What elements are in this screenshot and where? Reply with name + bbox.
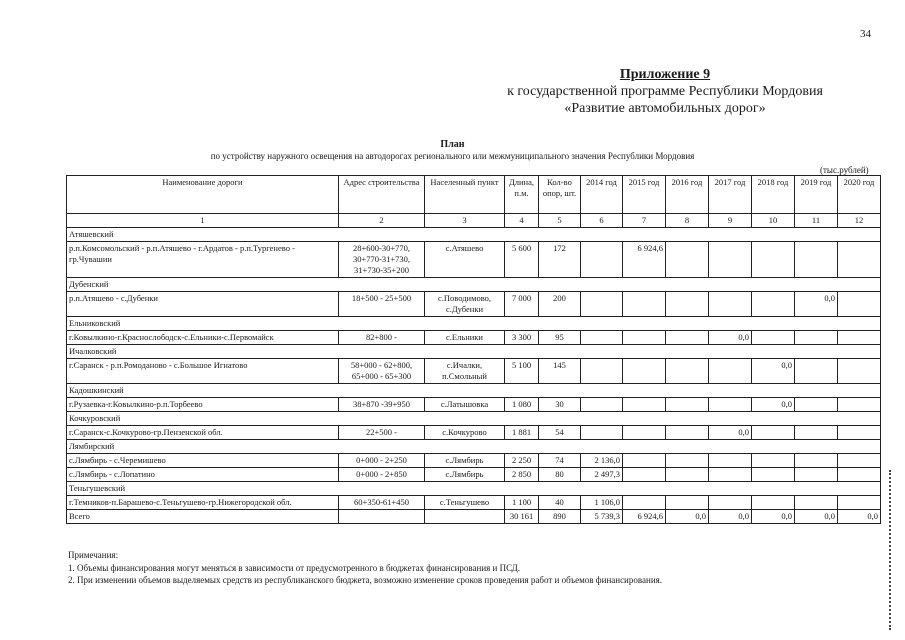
cell-y2016 (666, 242, 709, 278)
cell-place: с.Лямбирь (425, 468, 505, 482)
column-number-row (67, 214, 881, 228)
cell-y2017 (709, 496, 752, 510)
cell-y2015 (623, 426, 666, 440)
header-cell: Населенный пункт (425, 176, 505, 214)
cell-address: 82+800 - (339, 331, 425, 345)
total-label: Всего (67, 510, 339, 524)
total-y2019: 0,0 (795, 510, 838, 524)
cell-y2016 (666, 292, 709, 317)
district-row (67, 412, 881, 426)
cell-y2016 (666, 359, 709, 384)
note-2: 2. При изменении объемов выделяемых средств из республиканского бюджета, возможно изменение сроков проведения работ и объемов финансирования. (68, 575, 663, 585)
appendix-block (485, 66, 845, 117)
header-cell: 2015 год (623, 176, 666, 214)
district-row (67, 482, 881, 496)
cell-y2019 (795, 426, 838, 440)
column-number-cell: 1 (67, 214, 339, 228)
cell-poles: 200 (539, 292, 581, 317)
column-number-cell: 9 (709, 214, 752, 228)
header-cell: 2018 год (752, 176, 795, 214)
plan-table (66, 175, 881, 524)
cell-y2017 (709, 359, 752, 384)
table-row (67, 426, 881, 440)
cell-y2019 (795, 242, 838, 278)
header-cell: Адрес строительства (339, 176, 425, 214)
cell-y2015 (623, 292, 666, 317)
cell-y2015 (623, 331, 666, 345)
cell-road: г.Темников-п.Барашево-с.Теньгушево-гр.Нижегородской обл. (67, 496, 339, 510)
district-name: Кочкуровский (67, 412, 881, 426)
table-row (67, 398, 881, 412)
total-y2017: 0,0 (709, 510, 752, 524)
cell-place: с.Ельники (425, 331, 505, 345)
district-name: Ичалковский (67, 345, 881, 359)
notes-heading: Примечания: (68, 550, 119, 560)
cell-y2014 (581, 359, 623, 384)
cell-address: 22+500 - (339, 426, 425, 440)
district-name: Теньгушевский (67, 482, 881, 496)
table-body (67, 228, 881, 524)
cell-y2016 (666, 454, 709, 468)
cell-place: с.Атяшево (425, 242, 505, 278)
cell-poles: 30 (539, 398, 581, 412)
cell-place: с.Латышовка (425, 398, 505, 412)
cell-place: с.Кочкурово (425, 426, 505, 440)
appendix-title: Приложение 9 (619, 67, 711, 82)
cell-y2017 (709, 398, 752, 412)
cell-road: г.Ковылкино-г.Краснослободск-с.Ельники-с.Первомайск (67, 331, 339, 345)
total-y2018: 0,0 (752, 510, 795, 524)
notes-block (68, 549, 662, 587)
cell-y2016 (666, 331, 709, 345)
cell-place: с.Лямбирь (425, 454, 505, 468)
cell-y2016 (666, 398, 709, 412)
plan-subtitle: по устройству наружного освещения на автодорогах регионального или межмуниципального значения Республики Мордовия (210, 151, 695, 161)
cell-place: с.Поводимово, с.Дубенки (425, 292, 505, 317)
cell-address: 0+000 - 2+250 (339, 454, 425, 468)
cell-road: с.Лямбирь - с.Черемишево (67, 454, 339, 468)
cell-y2019 (795, 398, 838, 412)
cell-y2015 (623, 496, 666, 510)
header-cell: 2017 год (709, 176, 752, 214)
cell-y2019: 0,0 (795, 292, 838, 317)
table-row (67, 359, 881, 384)
cell-y2015 (623, 398, 666, 412)
cell-y2017 (709, 468, 752, 482)
cell-y2020 (838, 242, 881, 278)
table-row (67, 496, 881, 510)
cell-y2020 (838, 468, 881, 482)
cell-y2015: 6 924,6 (623, 242, 666, 278)
cell-y2019 (795, 468, 838, 482)
cell-y2015 (623, 359, 666, 384)
cell-y2014 (581, 398, 623, 412)
cell-road: р.п.Комсомольский - р.п.Атяшево - г.Ардатов - р.п.Тургенево - гр.Чувашии (67, 242, 339, 278)
cell-road: г.Саранск - р.п.Ромоданово - с.Большое Игнатово (67, 359, 339, 384)
header-cell: Длина, п.м. (505, 176, 539, 214)
cell-y2016 (666, 468, 709, 482)
column-number-cell: 11 (795, 214, 838, 228)
cell-poles: 74 (539, 454, 581, 468)
cell-y2018: 0,0 (752, 398, 795, 412)
header-cell: 2014 год (581, 176, 623, 214)
appendix-line3: «Развитие автомобильных дорог» (564, 101, 766, 116)
header-cell: 2020 год (838, 176, 881, 214)
cell-y2014: 2 136,0 (581, 454, 623, 468)
cell-y2019 (795, 331, 838, 345)
cell-length: 1 100 (505, 496, 539, 510)
cell-length: 5 600 (505, 242, 539, 278)
cell-y2014: 1 106,0 (581, 496, 623, 510)
cell-y2018 (752, 468, 795, 482)
plan-title: План (440, 139, 465, 150)
cell-y2018 (752, 331, 795, 345)
district-row (67, 228, 881, 242)
cell-address: 58+000 - 62+800, 65+000 - 65+300 (339, 359, 425, 384)
total-y2020: 0,0 (838, 510, 881, 524)
header-cell: Наименование дороги (67, 176, 339, 214)
cell-y2018: 0,0 (752, 359, 795, 384)
column-number-cell: 8 (666, 214, 709, 228)
district-name: Дубенский (67, 278, 881, 292)
cell-length: 2 850 (505, 468, 539, 482)
cell-length: 7 000 (505, 292, 539, 317)
total-y2016: 0,0 (666, 510, 709, 524)
cell-y2018 (752, 454, 795, 468)
cell-place: с.Ичалки, п.Смольный (425, 359, 505, 384)
district-row (67, 317, 881, 331)
table-row (67, 454, 881, 468)
cell-y2016 (666, 496, 709, 510)
table-row (67, 468, 881, 482)
cell-y2014: 2 497,3 (581, 468, 623, 482)
column-number-cell: 12 (838, 214, 881, 228)
total-row (67, 510, 881, 524)
cell-y2019 (795, 496, 838, 510)
district-name: Кадошкинский (67, 384, 881, 398)
header-row (67, 176, 881, 214)
cell-road: р.п.Атяшево - с.Дубенки (67, 292, 339, 317)
cell-y2018 (752, 426, 795, 440)
cell-length: 5 100 (505, 359, 539, 384)
district-name: Атяшевский (67, 228, 881, 242)
scan-edge-mark (889, 470, 895, 630)
total-length: 30 161 (505, 510, 539, 524)
district-name: Ельниковский (67, 317, 881, 331)
cell-poles: 145 (539, 359, 581, 384)
cell-y2020 (838, 496, 881, 510)
cell-y2017: 0,0 (709, 331, 752, 345)
cell-y2015 (623, 468, 666, 482)
cell-y2018 (752, 242, 795, 278)
header-cell: Кол-во опор, шт. (539, 176, 581, 214)
column-number-cell: 7 (623, 214, 666, 228)
page-number: 34 (860, 28, 871, 40)
cell-y2020 (838, 359, 881, 384)
cell-y2020 (838, 454, 881, 468)
district-row (67, 384, 881, 398)
total-y2015: 6 924,6 (623, 510, 666, 524)
cell-address: 28+600-30+770, 30+770-31+730, 31+730-35+200 (339, 242, 425, 278)
cell-y2014 (581, 242, 623, 278)
cell-y2018 (752, 292, 795, 317)
district-row (67, 440, 881, 454)
header-cell: 2016 год (666, 176, 709, 214)
cell-place: с.Теньгушево (425, 496, 505, 510)
cell-poles: 40 (539, 496, 581, 510)
total-empty (339, 510, 425, 524)
cell-y2015 (623, 454, 666, 468)
cell-length: 1 080 (505, 398, 539, 412)
cell-y2014 (581, 292, 623, 317)
cell-poles: 54 (539, 426, 581, 440)
cell-length: 3 300 (505, 331, 539, 345)
cell-y2017 (709, 242, 752, 278)
unit-label: (тыс.рублей) (820, 165, 869, 175)
cell-road: г.Саранск-с.Кочкурово-гр.Пензенской обл. (67, 426, 339, 440)
table-row (67, 242, 881, 278)
cell-address: 38+870 -39+950 (339, 398, 425, 412)
cell-y2017 (709, 292, 752, 317)
cell-y2019 (795, 359, 838, 384)
cell-y2018 (752, 496, 795, 510)
header-cell: 2019 год (795, 176, 838, 214)
cell-y2014 (581, 426, 623, 440)
table-row (67, 292, 881, 317)
column-number-cell: 3 (425, 214, 505, 228)
cell-address: 0+000 - 2+850 (339, 468, 425, 482)
cell-poles: 80 (539, 468, 581, 482)
cell-y2020 (838, 398, 881, 412)
cell-address: 60+350-61+450 (339, 496, 425, 510)
total-empty (425, 510, 505, 524)
cell-road: г.Рузаевка-г.Ковылкино-р.п.Торбеево (67, 398, 339, 412)
district-name: Лямбирский (67, 440, 881, 454)
cell-y2020 (838, 331, 881, 345)
total-poles: 890 (539, 510, 581, 524)
cell-y2019 (795, 454, 838, 468)
cell-y2016 (666, 426, 709, 440)
cell-length: 2 250 (505, 454, 539, 468)
column-number-cell: 5 (539, 214, 581, 228)
column-number-cell: 2 (339, 214, 425, 228)
cell-length: 1 881 (505, 426, 539, 440)
column-number-cell: 4 (505, 214, 539, 228)
table-row (67, 331, 881, 345)
cell-poles: 172 (539, 242, 581, 278)
cell-poles: 95 (539, 331, 581, 345)
column-number-cell: 10 (752, 214, 795, 228)
district-row (67, 278, 881, 292)
cell-y2014 (581, 331, 623, 345)
cell-y2017: 0,0 (709, 426, 752, 440)
cell-y2020 (838, 292, 881, 317)
district-row (67, 345, 881, 359)
note-1: 1. Объемы финансирования могут меняться в зависимости от предусмотренного в бюджетах финансирования и ПСД. (68, 562, 521, 573)
cell-y2017 (709, 454, 752, 468)
cell-y2020 (838, 426, 881, 440)
column-number-cell: 6 (581, 214, 623, 228)
cell-address: 18+500 - 25+500 (339, 292, 425, 317)
cell-road: с.Лямбирь - с.Лопатино (67, 468, 339, 482)
appendix-line2: к государственной программе Республики Мордовия (507, 84, 823, 99)
total-y2014: 5 739,3 (581, 510, 623, 524)
